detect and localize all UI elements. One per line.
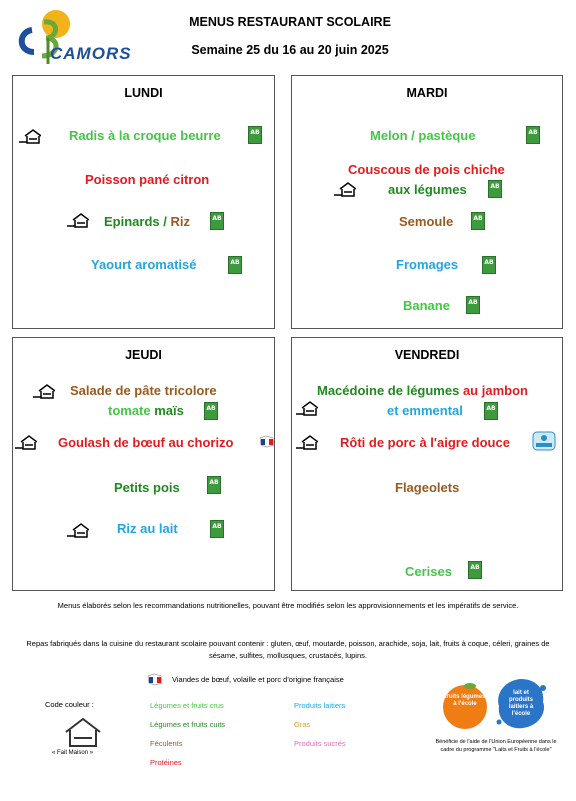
bio-label-icon: AB <box>471 212 485 230</box>
dish-part: maïs <box>154 403 184 418</box>
fruits-legumes-logo-text: fruits légumes à l'école <box>444 694 486 707</box>
french-origin-icon <box>146 672 164 686</box>
fait-maison-icon <box>33 383 55 399</box>
logo-text: CAMORS <box>50 44 132 63</box>
dish <box>108 403 184 418</box>
bio-label-icon: AB <box>488 180 502 198</box>
day-title: LUNDI <box>124 86 163 100</box>
fruits-legumes-logo <box>440 680 490 730</box>
legend-cooked: Légumes et fruits cuits <box>150 720 226 729</box>
bio-label-icon: AB <box>466 296 480 314</box>
fait-maison-icon <box>15 434 37 450</box>
dish: Goulash de bœuf au chorizo <box>58 435 234 450</box>
bio-label-icon: AB <box>482 256 496 274</box>
day-title: JEUDI <box>125 348 162 362</box>
bio-label-icon: AB <box>228 256 242 274</box>
legend-starch: Féculents <box>150 739 183 748</box>
dish: Yaourt aromatisé <box>91 257 197 272</box>
origin-note: Viandes de bœuf, volaille et porc d'origine française <box>172 675 344 684</box>
dish: Banane <box>403 298 450 313</box>
color-code-label: Code couleur : <box>45 700 94 709</box>
bio-label-icon: AB <box>248 126 262 144</box>
week-subtitle: Semaine 25 du 16 au 20 juin 2025 <box>191 43 389 57</box>
lait-logo-text: lait et produits laitiers à l'école <box>508 690 534 717</box>
dish: aux légumes <box>388 182 467 197</box>
legend-dairy: Produits laitiers <box>294 701 346 710</box>
friday-box <box>291 337 563 591</box>
fait-maison-icon <box>296 434 318 450</box>
day-title: VENDREDI <box>394 348 460 362</box>
dish: Poisson pané citron <box>85 172 210 187</box>
dish: Radis à la croque beurre <box>69 128 221 143</box>
legend-protein: Protéines <box>150 758 182 767</box>
dish: Cerises <box>405 564 452 579</box>
bio-label-icon: AB <box>468 561 482 579</box>
dish-part: Epinards <box>104 214 160 229</box>
page-title: MENUS RESTAURANT SCOLAIRE <box>189 15 391 29</box>
fait-maison-icon <box>296 400 318 416</box>
logo <box>12 8 142 66</box>
dish <box>104 214 190 229</box>
bio-label-icon: AB <box>210 520 224 538</box>
nutrition-note: Menus élaborés selon les recommandations nutritionelles, pouvant être modifiés selon les approvisionnements et les impératifs de service. <box>57 601 519 610</box>
legend-fat: Gras <box>294 720 311 729</box>
fait-maison-icon <box>334 181 356 197</box>
dish-part: au jambon <box>462 383 528 398</box>
eu-note: Bénéficie de l'aide de l'Union Européenne dans le cadre du programme "Laits et Fruits à l'école" <box>435 739 557 753</box>
bio-label-icon: AB <box>210 212 224 230</box>
fait-maison-icon <box>67 522 89 538</box>
day-title: MARDI <box>406 86 448 100</box>
thursday-box <box>12 337 275 591</box>
dish: Melon / pastèque <box>370 128 476 143</box>
dish: Riz au lait <box>117 521 178 536</box>
fait-maison-icon <box>58 716 108 748</box>
dish-part: tomate <box>108 403 151 418</box>
allergen-note: Repas fabriqués dans la cuisine du restaurant scolaire pouvant contenir : gluten, œuf, moutarde, poisson, arachide, soja, lait, fruits à coque, céleri, graines de sésame, sulfites, mollusques, crustacés, lupins. <box>26 639 550 660</box>
fait-maison-icon <box>67 212 89 228</box>
fait-maison-label: « Fait Maison » <box>52 750 94 756</box>
dish: Couscous de pois chiche <box>348 162 505 177</box>
dish: Fromages <box>396 257 459 272</box>
bio-label-icon: AB <box>484 402 498 420</box>
dish: Rôti de porc à l'aigre douce <box>340 435 510 450</box>
legend-raw: Légumes et fruits crus <box>150 701 224 710</box>
bio-label-icon: AB <box>526 126 540 144</box>
dish-part: Riz <box>170 214 190 229</box>
monday-box <box>12 75 275 329</box>
bio-label-icon: AB <box>204 402 218 420</box>
dish-part: Macédoine de légumes <box>317 383 460 398</box>
bio-label-icon: AB <box>207 476 221 494</box>
lait-logo <box>493 676 549 732</box>
tuesday-box <box>291 75 563 329</box>
separator: / <box>159 214 171 229</box>
legend-sugar: Produits sucrés <box>294 739 346 748</box>
porc-francais-icon <box>532 431 556 451</box>
dish <box>317 383 528 398</box>
dish: Semoule <box>399 214 454 229</box>
dish: Petits pois <box>114 480 180 495</box>
french-origin-icon <box>258 434 276 448</box>
dish: Salade de pâte tricolore <box>70 383 217 398</box>
dish: et emmental <box>387 403 463 418</box>
dish: Flageolets <box>395 480 460 495</box>
fait-maison-icon <box>19 128 41 144</box>
